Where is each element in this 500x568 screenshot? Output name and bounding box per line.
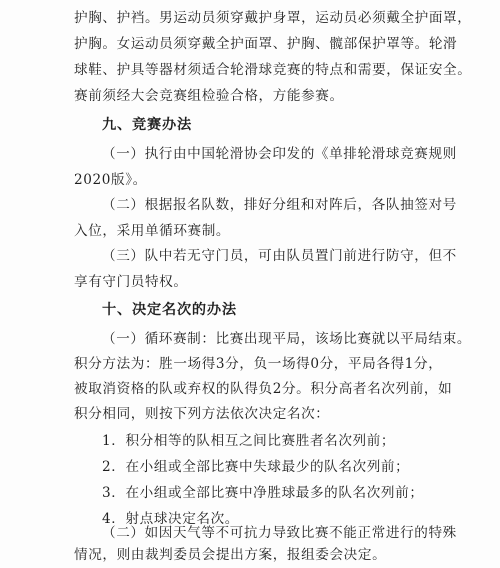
body-text-line: 享有守门员特权。 xyxy=(74,274,188,290)
body-text-line: 赛前须经大会竞赛组检验合格，方能参赛。 xyxy=(74,88,344,104)
body-text-line: 护胸、护裆。男运动员须穿戴护身罩，运动员必须戴全护面罩， xyxy=(74,10,472,26)
body-text-line: 2020版》。 xyxy=(74,172,147,188)
body-text-line: 积分方法为：胜一场得3分，负一场得0分，平局各得1分， xyxy=(74,356,443,372)
body-text-line: 情况，则由裁判委员会提出方案，报组委会决定。 xyxy=(74,547,387,563)
rule-item: 1．积分相等的队相互之间比赛胜者名次列前； xyxy=(102,433,396,449)
rule-item: 4．射点球决定名次。 xyxy=(102,511,239,527)
body-text-line: 入位，采用单循环赛制。 xyxy=(74,223,231,239)
body-text-line: 球鞋、护具等器材须适合轮滑球竞赛的特点和需要，保证安全。 xyxy=(74,62,472,78)
body-text-line: （一）执行由中国轮滑协会印发的《单排轮滑球竞赛规则 xyxy=(102,146,457,162)
body-text-line: 护胸。女运动员须穿戴全护面罩、护胸、髋部保护罩等。轮滑 xyxy=(74,36,458,52)
body-text-line: （一）循环赛制：比赛出现平局，该场比赛就以平局结束。 xyxy=(102,331,472,347)
body-text-line: （二）根据报名队数，排好分组和对阵后，各队抽签对号 xyxy=(102,197,457,213)
section-9-heading: 九、竞赛办法 xyxy=(102,117,192,133)
body-text-line: 被取消资格的队或弃权的队得负2分。积分高者名次列前，如 xyxy=(74,381,453,397)
rule-item: 2．在小组或全部比赛中失球最少的队名次列前； xyxy=(102,459,410,475)
body-text-line: （二）如因天气等不可抗力导致比赛不能正常进行的特殊 xyxy=(102,525,457,541)
body-text-line: 积分相同，则按下列方法依次决定名次： xyxy=(74,406,330,422)
rule-item: 3．在小组或全部比赛中净胜球最多的队名次列前； xyxy=(102,485,424,501)
body-text-line: （三）队中若无守门员，可由队员置门前进行防守，但不 xyxy=(102,248,457,264)
section-10-heading: 十、决定名次的办法 xyxy=(102,302,237,318)
